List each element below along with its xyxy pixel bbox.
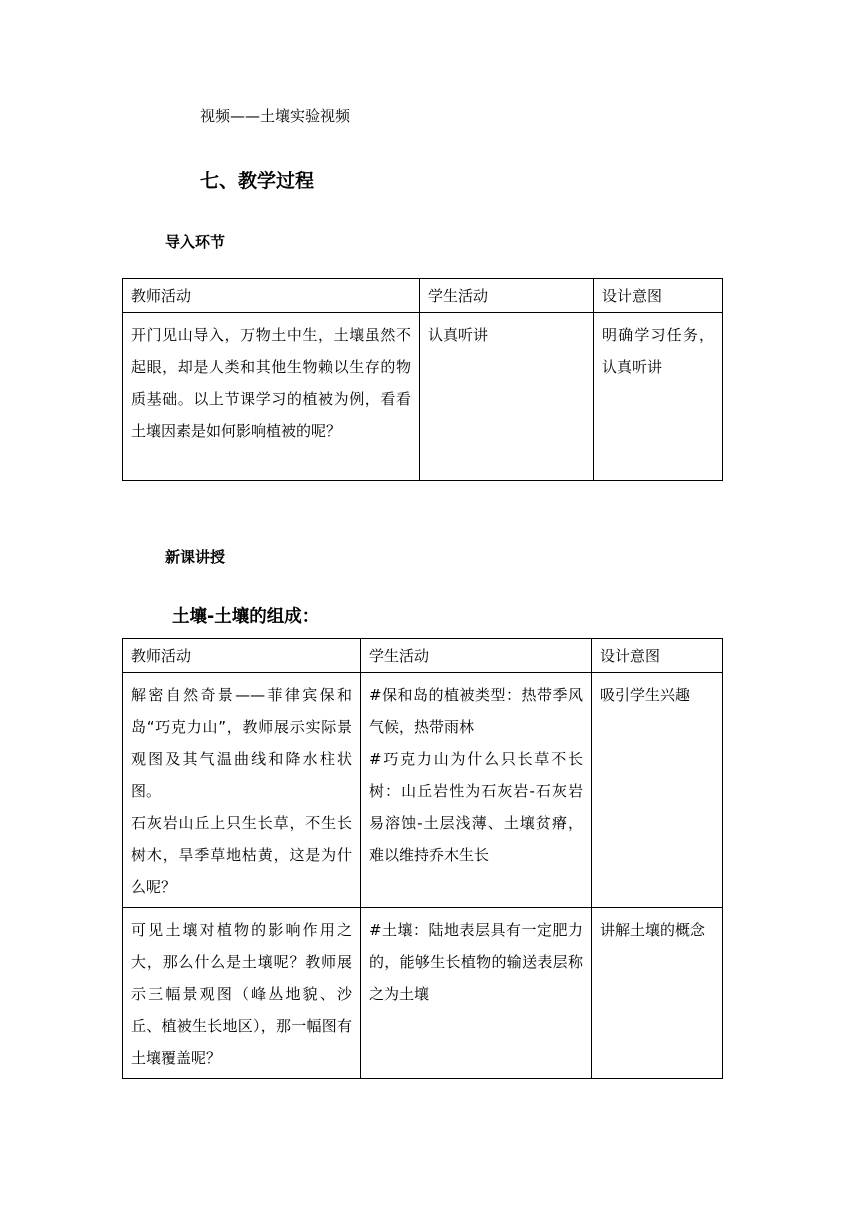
intro-heading: 导入环节 <box>165 233 226 251</box>
col-header-teacher: 教师活动 <box>123 639 361 673</box>
student-paragraph: #巧克力山为什么只长草不长树：山丘岩性为石灰岩-石灰岩易溶蚀-土层浅薄、土壤贫瘠，难以维持乔木生长 <box>369 750 583 864</box>
teacher-activity-cell <box>123 908 361 1079</box>
col-header-student: 学生活动 <box>361 639 592 673</box>
design-intent-cell: 吸引学生兴趣 <box>592 673 723 908</box>
student-paragraph: #土壤：陆地表层具有一定肥力的，能够生长植物的输送表层称之为土壤 <box>369 921 583 1003</box>
intro-table <box>122 278 723 481</box>
teacher-paragraph: 解密自然奇景——菲律宾保和岛“巧克力山”，教师展示实际景观图及其气温曲线和降水柱状图。 <box>131 686 352 800</box>
student-activity-cell <box>361 673 592 908</box>
teacher-paragraph: 石灰岩山丘上只生长草，不生长树木，旱季草地枯黄，这是为什么呢？ <box>131 814 352 896</box>
table-header-row <box>123 279 723 313</box>
teacher-paragraph: 可见土壤对植物的影响作用之大，那么什么是土壤呢？教师展示三幅景观图（峰丛地貌、沙丘、植被生长地区），那一幅图有土壤覆盖呢？ <box>131 921 352 1067</box>
col-header-intent: 设计意图 <box>592 639 723 673</box>
design-intent-cell: 讲解土壤的概念 <box>592 908 723 1079</box>
col-header-intent: 设计意图 <box>594 279 723 313</box>
table-header-row <box>123 639 723 673</box>
new-lesson-table <box>122 638 723 1079</box>
resource-line: 视频——土壤实验视频 <box>200 107 351 125</box>
teacher-activity-cell: 开门见山导入，万物土中生，土壤虽然不起眼，却是人类和其他生物赖以生存的物质基础。以上节课学习的植被为例，看看土壤因素是如何影响植被的呢？ <box>123 313 420 481</box>
table-row <box>123 673 723 908</box>
new-lesson-heading: 新课讲授 <box>165 548 226 566</box>
student-activity-cell <box>361 908 592 1079</box>
table-row <box>123 908 723 1079</box>
table-row <box>123 313 723 481</box>
soil-composition-heading: 土壤-土壤的组成： <box>172 607 320 627</box>
col-header-student: 学生活动 <box>420 279 594 313</box>
section-title: 七、教学过程 <box>200 170 315 192</box>
student-activity-cell: 认真听讲 <box>420 313 594 481</box>
col-header-teacher: 教师活动 <box>123 279 420 313</box>
student-paragraph: #保和岛的植被类型：热带季风气候，热带雨林 <box>369 686 583 736</box>
teacher-activity-cell <box>123 673 361 908</box>
design-intent-cell: 明确学习任务，认真听讲 <box>594 313 723 481</box>
